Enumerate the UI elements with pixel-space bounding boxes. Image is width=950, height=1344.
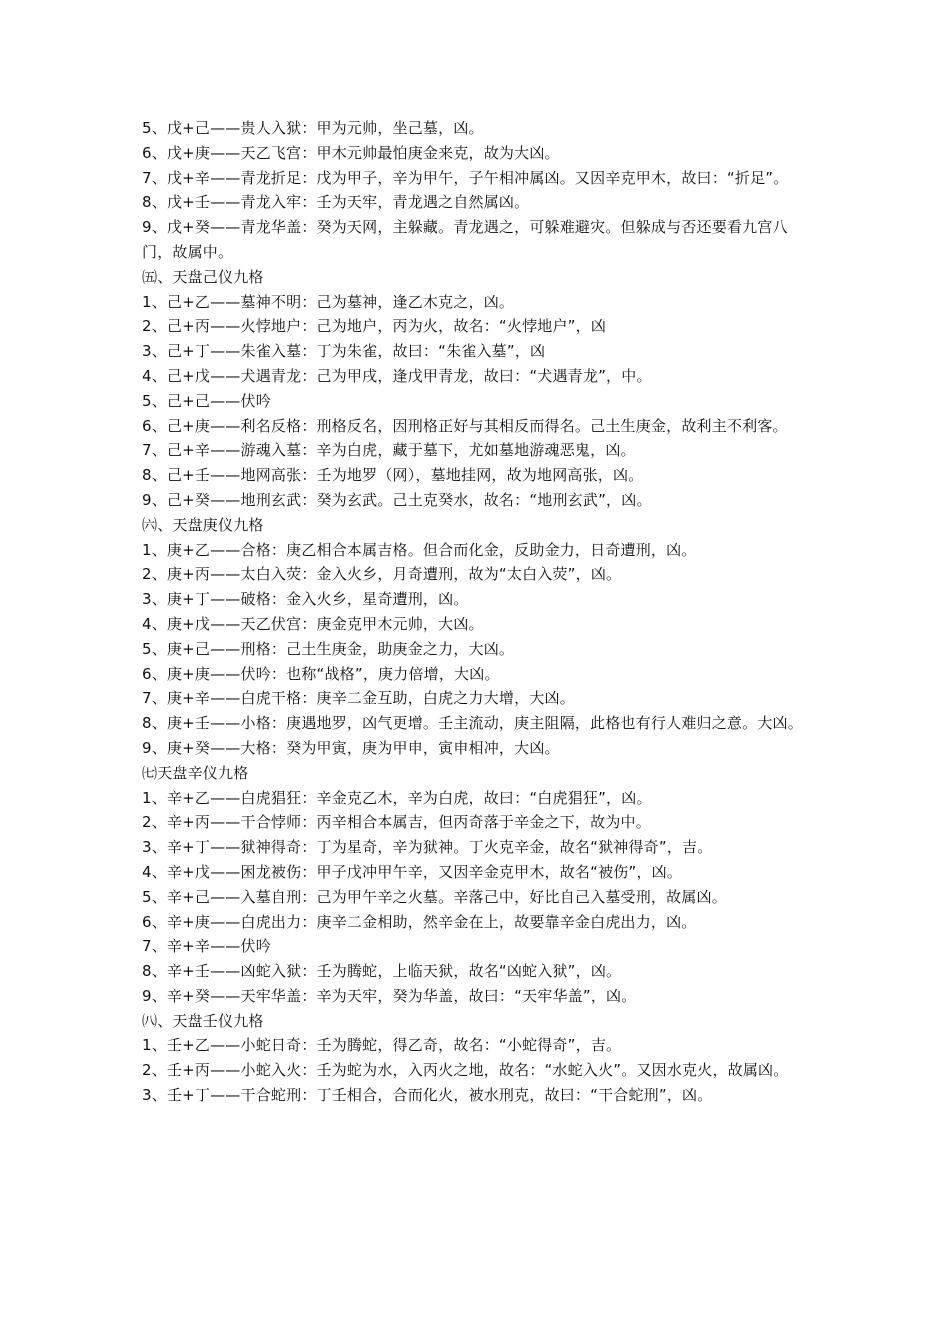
list-item: 1、庚+乙——合格：庚乙相合本属吉格。但合而化金，反助金力，日奇遭刑，凶。 [142, 540, 697, 559]
list-item: 9、戊+癸——青龙华盖：癸为天网，主躲藏。青龙遇之，可躲难避灾。但躲成与否还要看九宫八门，故属中。 [142, 218, 788, 261]
list-item: 6、己+庚——利名反格：刑格反名，因刑格正好与其相反而得名。己土生庚金，故利主不利客。 [142, 416, 788, 435]
section-heading: ㈤、天盘己仪九格 [142, 267, 264, 286]
list-item: 1、己+乙——墓神不明：己为墓神，逢乙木克之，凶。 [142, 292, 515, 311]
list-item: 7、庚+辛——白虎干格：庚辛二金互助，白虎之力大增，大凶。 [142, 689, 575, 708]
list-item: 3、壬+丁——干合蛇刑：丁壬相合，合而化火，被水刑克，故曰：“干合蛇刑”，凶。 [142, 1086, 713, 1105]
list-item: 2、庚+丙——太白入荧：金入火乡，月奇遭刑，故为“太白入荧”，凶。 [142, 565, 622, 584]
section-heading: ㈦天盘辛仪九格 [142, 763, 249, 782]
list-item: 9、庚+癸——大格：癸为甲寅，庚为甲申，寅申相冲，大凶。 [142, 738, 560, 757]
list-item: 7、辛+辛——伏吟 [142, 937, 271, 956]
list-item: 5、庚+己——刑格：己土生庚金，助庚金之力，大凶。 [142, 639, 515, 658]
list-item: 5、辛+己——入墓自刑：己为甲午辛之火墓。辛落己中，好比自己入墓受刑，故属凶。 [142, 887, 727, 906]
list-item: 6、戊+庚——天乙飞宫：甲木元帅最怕庚金来克，故为大凶。 [142, 143, 560, 162]
list-item: 8、辛+壬——凶蛇入狱：壬为腾蛇，上临天狱，故名“凶蛇入狱”，凶。 [142, 962, 622, 981]
list-item: 4、己+戊——犬遇青龙：己为甲戌，逢戊甲青龙，故曰：“犬遇青龙”，中。 [142, 366, 652, 385]
list-item: 2、辛+丙——干合悖师：丙辛相合本属吉，但丙奇落于辛金之下，故为中。 [142, 813, 651, 832]
list-item: 5、己+己——伏吟 [142, 391, 271, 410]
list-item: 8、戊+壬——青龙入牢：壬为天牢，青龙遇之自然属凶。 [142, 193, 530, 212]
list-item: 8、庚+壬——小格：庚遇地罗，凶气更增。壬主流动，庚主阻隔，此格也有行人难归之意。大凶。 [142, 714, 803, 733]
list-item: 9、辛+癸——天牢华盖：辛为天牢，癸为华盖，故曰：“天牢华盖”，凶。 [142, 986, 637, 1005]
list-item: 2、壬+丙——小蛇入火：壬为蛇为水，入丙火之地，故名：“水蛇入火”。又因水克火，故属凶。 [142, 1061, 789, 1080]
list-item: 8、己+壬——地网高张：壬为地罗（网），墓地挂网，故为地网高张，凶。 [142, 466, 644, 485]
list-item: 7、戊+辛——青龙折足：戊为甲子，辛为甲午，子午相冲属凶。又因辛克甲木，故曰：“折足”。 [142, 168, 789, 187]
list-item: 5、戊+己——贵人入狱：甲为元帅，坐己墓，凶。 [142, 119, 484, 137]
list-item: 1、壬+乙——小蛇日奇：壬为腾蛇，得乙奇，故名：“小蛇得奇”，吉。 [142, 1036, 622, 1055]
list-item: 4、庚+戊——天乙伏宫：庚金克甲木元帅，大凶。 [142, 614, 484, 633]
list-item: 3、辛+丁——狱神得奇：丁为星奇，辛为狱神。丁火克辛金，故名“狱神得奇”，吉。 [142, 838, 713, 857]
list-item: 3、己+丁——朱雀入墓：丁为朱雀，故曰：“朱雀入墓”，凶 [142, 342, 546, 361]
list-item: 9、己+癸——地刑玄武：癸为玄武。己土克癸水，故名：“地刑玄武”，凶。 [142, 490, 652, 509]
list-item: 6、庚+庚——伏吟：也称“战格”，庚力倍增，大凶。 [142, 664, 500, 683]
list-item: 4、辛+戊——困龙被伤：甲子戊冲甲午辛，又因辛金克甲木，故名“被伤”，凶。 [142, 862, 683, 881]
list-item: 6、辛+庚——白虎出力：庚辛二金相助，然辛金在上，故要靠辛金白虎出力，凶。 [142, 912, 697, 931]
section-heading: ㈥、天盘庚仪九格 [142, 515, 264, 534]
list-item: 2、己+丙——火悖地户：己为地户，丙为火，故名：“火悖地户”，凶 [142, 317, 607, 336]
document-page [142, 116, 810, 1108]
list-item: 3、庚+丁——破格：金入火乡，星奇遭刑，凶。 [142, 590, 469, 609]
list-item: 7、己+辛——游魂入墓：辛为白虎，藏于墓下，尤如墓地游魂恶鬼，凶。 [142, 441, 636, 460]
section-heading: ㈧、天盘壬仪九格 [142, 1011, 264, 1030]
list-item: 1、辛+乙——白虎猖狂：辛金克乙木，辛为白虎，故曰：“白虎猖狂”，凶。 [142, 788, 652, 807]
